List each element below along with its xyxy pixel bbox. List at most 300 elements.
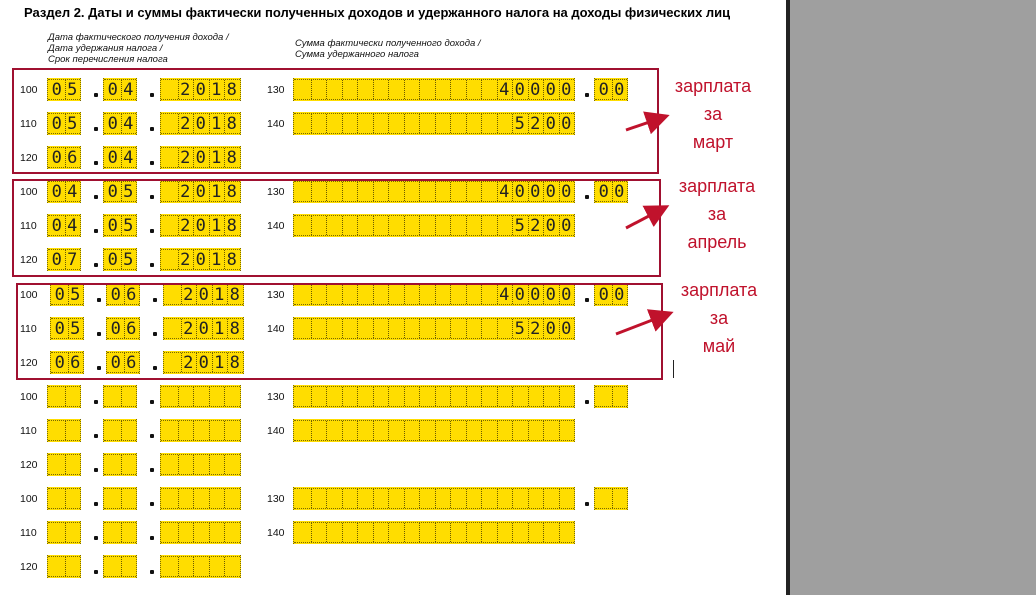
digit-cell — [528, 521, 544, 544]
digit-cell — [65, 453, 81, 476]
digit-cell: 8 — [227, 283, 243, 306]
digit-cell — [224, 521, 240, 544]
digit-cell — [357, 487, 373, 510]
year-field[interactable] — [160, 555, 241, 578]
digit-cell: 4 — [497, 283, 513, 306]
digit-cell — [49, 453, 65, 476]
digit-cell — [193, 555, 209, 578]
digit-cell: 0 — [51, 79, 62, 100]
day-field[interactable] — [47, 419, 81, 442]
digit-cell: 0 — [196, 317, 212, 340]
annotation-march — [666, 72, 760, 156]
month-field[interactable] — [103, 487, 137, 510]
digit-cell: 6 — [65, 146, 81, 169]
digit-cell: 0 — [107, 79, 118, 100]
line-code: 120 — [20, 152, 38, 164]
digit-cell: 2 — [178, 180, 194, 203]
income-amount-field[interactable] — [293, 487, 575, 510]
line-code: 110 — [20, 527, 37, 539]
day-field[interactable] — [47, 521, 81, 544]
line-code: 100 — [20, 493, 38, 505]
digit-cell — [419, 521, 435, 544]
digit-cell — [162, 385, 178, 408]
digit-cell: 8 — [224, 78, 240, 101]
digit-cell — [224, 487, 240, 510]
digit-cell: 4 — [121, 78, 137, 101]
digit-cell: 1 — [209, 180, 225, 203]
digit-cell: 2 — [181, 317, 197, 340]
separator-dot — [94, 400, 98, 404]
digit-cell — [209, 555, 225, 578]
digit-cell: 5 — [121, 214, 137, 237]
digit-cell: 0 — [51, 113, 62, 134]
digit-cell — [512, 419, 528, 442]
day-field[interactable] — [47, 385, 81, 408]
month-field[interactable] — [103, 453, 137, 476]
digit-cell: 6 — [68, 351, 84, 374]
digit-cell: 0 — [54, 318, 65, 339]
digit-cell: 0 — [612, 180, 628, 203]
digit-cell — [543, 385, 559, 408]
digit-cell — [342, 521, 358, 544]
line-code: 120 — [20, 357, 38, 369]
digit-cell: 0 — [107, 181, 118, 202]
digit-cell: 8 — [224, 180, 240, 203]
digit-cell: 8 — [224, 214, 240, 237]
separator-dot — [94, 536, 98, 540]
annotation-line: зарплата — [680, 280, 758, 300]
digit-cell — [543, 419, 559, 442]
separator-dot — [150, 434, 154, 438]
year-field[interactable] — [160, 419, 241, 442]
income-kopecks-field[interactable] — [594, 385, 628, 408]
digit-cell — [105, 385, 121, 408]
digit-cell: 5 — [512, 317, 528, 340]
digit-cell: 2 — [181, 283, 197, 306]
digit-cell — [559, 521, 575, 544]
digit-cell — [65, 487, 81, 510]
digit-cell — [435, 385, 451, 408]
digit-cell: 2 — [178, 112, 194, 135]
digit-cell — [311, 385, 327, 408]
digit-cell — [326, 419, 342, 442]
sums-header-line: Сумма фактически полученного дохода / — [295, 38, 481, 49]
digit-cell: 2 — [181, 351, 197, 374]
digit-cell — [528, 419, 544, 442]
digit-cell — [404, 521, 420, 544]
tax-amount-field[interactable] — [293, 521, 575, 544]
digit-cell: 8 — [224, 112, 240, 135]
digit-cell — [357, 385, 373, 408]
digit-cell — [466, 419, 482, 442]
digit-cell: 4 — [121, 146, 137, 169]
digit-cell: 4 — [497, 78, 513, 101]
separator-dot — [585, 400, 589, 404]
digit-cell — [528, 487, 544, 510]
digit-cell — [121, 487, 137, 510]
digit-cell: 0 — [512, 283, 528, 306]
digit-cell — [105, 555, 121, 578]
dates-header-line: Срок перечисления налога — [48, 54, 168, 65]
digit-cell — [105, 419, 121, 442]
digit-cell — [295, 487, 311, 510]
digit-cell — [388, 385, 404, 408]
line-code: 140 — [267, 118, 285, 130]
digit-cell — [162, 453, 178, 476]
line-code: 130 — [267, 84, 285, 96]
line-code: 110 — [20, 323, 37, 335]
digit-cell — [105, 521, 121, 544]
line-code: 130 — [267, 186, 285, 198]
digit-cell — [121, 385, 137, 408]
line-code: 130 — [267, 391, 285, 403]
digit-cell: 0 — [107, 113, 118, 134]
dates-header-line: Дата фактического получения дохода / — [48, 32, 229, 43]
digit-cell: 0 — [559, 283, 575, 306]
digit-cell — [435, 419, 451, 442]
digit-cell — [373, 385, 389, 408]
digit-cell — [209, 385, 225, 408]
day-field[interactable] — [47, 555, 81, 578]
line-code: 140 — [267, 527, 285, 539]
digit-cell: 0 — [598, 79, 609, 100]
digit-cell — [419, 487, 435, 510]
digit-cell — [209, 521, 225, 544]
digit-cell: 2 — [528, 214, 544, 237]
separator-dot — [150, 570, 154, 574]
annotation-line: за — [703, 104, 723, 124]
digit-cell — [357, 521, 373, 544]
digit-cell — [559, 487, 575, 510]
separator-dot — [150, 536, 154, 540]
digit-cell — [559, 419, 575, 442]
digit-cell — [326, 385, 342, 408]
year-field[interactable] — [160, 385, 241, 408]
digit-cell — [65, 521, 81, 544]
digit-cell — [295, 385, 311, 408]
digit-cell: 0 — [543, 214, 559, 237]
digit-cell: 0 — [612, 283, 628, 306]
digit-cell — [178, 521, 194, 544]
digit-cell — [193, 521, 209, 544]
digit-cell: 0 — [612, 78, 628, 101]
digit-cell — [49, 555, 65, 578]
separator-dot — [150, 502, 154, 506]
digit-cell — [178, 453, 194, 476]
digit-cell: 0 — [512, 180, 528, 203]
digit-cell: 5 — [512, 112, 528, 135]
line-code: 120 — [20, 561, 38, 573]
digit-cell: 1 — [212, 317, 228, 340]
digit-cell — [105, 453, 121, 476]
digit-cell — [543, 521, 559, 544]
digit-cell: 8 — [227, 317, 243, 340]
digit-cell — [559, 385, 575, 408]
digit-cell: 0 — [559, 214, 575, 237]
digit-cell — [209, 453, 225, 476]
digit-cell: 0 — [193, 248, 209, 271]
digit-cell: 5 — [68, 317, 84, 340]
annotation-line: март — [692, 132, 734, 152]
digit-cell: 0 — [196, 283, 212, 306]
digit-cell — [193, 487, 209, 510]
digit-cell: 0 — [559, 180, 575, 203]
digit-cell: 0 — [543, 180, 559, 203]
digit-cell: 0 — [54, 284, 65, 305]
digit-cell — [481, 521, 497, 544]
annotation-line: зарплата — [678, 176, 756, 196]
line-code: 100 — [20, 289, 38, 301]
digit-cell: 0 — [598, 284, 609, 305]
digit-cell — [388, 487, 404, 510]
digit-cell: 5 — [68, 283, 84, 306]
digit-cell: 0 — [559, 112, 575, 135]
digit-cell — [65, 385, 81, 408]
digit-cell — [65, 555, 81, 578]
line-code: 110 — [20, 425, 37, 437]
digit-cell — [404, 419, 420, 442]
digit-cell: 0 — [598, 181, 609, 202]
annotation-april — [670, 172, 764, 256]
line-code: 140 — [267, 220, 285, 232]
digit-cell: 0 — [193, 112, 209, 135]
digit-cell — [450, 419, 466, 442]
digit-cell — [419, 419, 435, 442]
income-kopecks-field[interactable] — [594, 487, 628, 510]
digit-cell: 5 — [121, 248, 137, 271]
digit-cell — [49, 487, 65, 510]
annotation-line: апрель — [687, 232, 747, 252]
digit-cell — [49, 521, 65, 544]
digit-cell: 0 — [528, 78, 544, 101]
digit-cell — [612, 487, 628, 510]
digit-cell: 5 — [512, 214, 528, 237]
dates-column-header — [48, 32, 229, 65]
digit-cell: 0 — [196, 351, 212, 374]
digit-cell — [49, 419, 65, 442]
digit-cell — [224, 453, 240, 476]
digit-cell: 8 — [224, 146, 240, 169]
digit-cell — [311, 521, 327, 544]
annotation-last-word: май — [702, 336, 736, 356]
annotation-line: за — [709, 308, 729, 328]
digit-cell — [224, 555, 240, 578]
digit-cell — [105, 487, 121, 510]
line-code: 110 — [20, 220, 37, 232]
digit-cell — [209, 419, 225, 442]
digit-cell — [435, 521, 451, 544]
digit-cell: 1 — [212, 351, 228, 374]
digit-cell: 0 — [51, 147, 62, 168]
digit-cell: 0 — [51, 215, 62, 236]
day-field[interactable] — [47, 453, 81, 476]
separator-dot — [94, 434, 98, 438]
digit-cell — [178, 487, 194, 510]
digit-cell — [373, 487, 389, 510]
separator-dot — [150, 468, 154, 472]
digit-cell — [121, 419, 137, 442]
line-code: 100 — [20, 186, 38, 198]
digit-cell: 0 — [543, 283, 559, 306]
digit-cell — [224, 385, 240, 408]
line-code: 120 — [20, 254, 38, 266]
digit-cell — [193, 419, 209, 442]
digit-cell: 0 — [54, 352, 65, 373]
digit-cell: 0 — [193, 146, 209, 169]
line-code: 130 — [267, 289, 285, 301]
digit-cell: 4 — [121, 112, 137, 135]
digit-cell — [419, 385, 435, 408]
year-field[interactable] — [160, 521, 241, 544]
line-code: 130 — [267, 493, 285, 505]
highlight-frame-may — [16, 283, 663, 380]
digit-cell — [178, 385, 194, 408]
digit-cell: 1 — [212, 283, 228, 306]
digit-cell — [342, 419, 358, 442]
annotation-line: за — [707, 204, 727, 224]
annotation-line: зарплата — [674, 76, 752, 96]
digit-cell: 4 — [65, 180, 81, 203]
digit-cell: 1 — [209, 248, 225, 271]
digit-cell — [466, 521, 482, 544]
annotation-line — [672, 332, 766, 378]
digit-cell — [49, 385, 65, 408]
digit-cell — [357, 419, 373, 442]
digit-cell: 5 — [65, 78, 81, 101]
digit-cell — [466, 487, 482, 510]
dates-header-line: Дата удержания налога / — [48, 43, 163, 54]
digit-cell: 0 — [543, 317, 559, 340]
separator-dot — [150, 400, 154, 404]
digit-cell — [311, 419, 327, 442]
digit-cell: 4 — [65, 214, 81, 237]
highlight-frame-march — [12, 68, 659, 174]
digit-cell: 0 — [193, 214, 209, 237]
digit-cell — [388, 419, 404, 442]
digit-cell: 2 — [178, 214, 194, 237]
line-code: 140 — [267, 425, 285, 437]
digit-cell: 0 — [193, 180, 209, 203]
digit-cell — [193, 453, 209, 476]
digit-cell: 0 — [559, 78, 575, 101]
digit-cell — [295, 521, 311, 544]
highlight-frame-april — [12, 179, 661, 277]
line-code: 100 — [20, 391, 38, 403]
digit-cell — [512, 487, 528, 510]
digit-cell — [162, 419, 178, 442]
digit-cell — [193, 385, 209, 408]
digit-cell: 1 — [209, 112, 225, 135]
income-amount-field[interactable] — [293, 385, 575, 408]
digit-cell: 0 — [110, 318, 121, 339]
digit-cell — [388, 521, 404, 544]
year-field[interactable] — [160, 453, 241, 476]
digit-cell: 0 — [51, 181, 62, 202]
digit-cell — [311, 487, 327, 510]
digit-cell: 2 — [528, 317, 544, 340]
digit-cell: 6 — [124, 283, 140, 306]
sums-header-line: Сумма удержанного налога — [295, 49, 419, 60]
digit-cell — [224, 419, 240, 442]
digit-cell — [178, 419, 194, 442]
digit-cell: 0 — [107, 215, 118, 236]
year-field[interactable] — [160, 487, 241, 510]
separator-dot — [94, 570, 98, 574]
digit-cell: 1 — [209, 146, 225, 169]
digit-cell — [450, 487, 466, 510]
digit-cell: 4 — [497, 180, 513, 203]
month-field[interactable] — [103, 521, 137, 544]
digit-cell — [162, 521, 178, 544]
digit-cell: 8 — [224, 248, 240, 271]
digit-cell — [121, 521, 137, 544]
digit-cell: 0 — [559, 317, 575, 340]
digit-cell — [65, 419, 81, 442]
annotation-may[interactable] — [672, 276, 766, 378]
digit-cell: 0 — [107, 147, 118, 168]
digit-cell — [596, 385, 612, 408]
line-code: 100 — [20, 84, 38, 96]
digit-cell — [435, 487, 451, 510]
separator-dot — [585, 502, 589, 506]
text-cursor — [673, 360, 674, 378]
digit-cell: 2 — [178, 248, 194, 271]
month-field[interactable] — [103, 419, 137, 442]
digit-cell — [209, 487, 225, 510]
tax-amount-field[interactable] — [293, 419, 575, 442]
digit-cell — [596, 487, 612, 510]
digit-cell: 0 — [110, 284, 121, 305]
digit-cell — [450, 385, 466, 408]
digit-cell — [512, 521, 528, 544]
digit-cell — [295, 419, 311, 442]
digit-cell — [373, 521, 389, 544]
digit-cell: 2 — [178, 146, 194, 169]
digit-cell: 6 — [124, 351, 140, 374]
digit-cell — [466, 385, 482, 408]
digit-cell: 2 — [528, 112, 544, 135]
digit-cell: 0 — [528, 283, 544, 306]
month-field[interactable] — [103, 385, 137, 408]
digit-cell — [404, 487, 420, 510]
day-field[interactable] — [47, 487, 81, 510]
month-field[interactable] — [103, 555, 137, 578]
digit-cell — [543, 487, 559, 510]
digit-cell — [373, 419, 389, 442]
digit-cell: 0 — [193, 78, 209, 101]
digit-cell — [342, 385, 358, 408]
digit-cell — [497, 385, 513, 408]
digit-cell: 6 — [124, 317, 140, 340]
digit-cell: 8 — [227, 351, 243, 374]
background-panel — [790, 0, 1036, 595]
digit-cell — [512, 385, 528, 408]
separator-dot — [94, 502, 98, 506]
digit-cell: 5 — [121, 180, 137, 203]
digit-cell — [497, 521, 513, 544]
section-title: Раздел 2. Даты и суммы фактически полученных доходов и удержанного налога на доходы физических лиц — [24, 5, 731, 20]
digit-cell: 1 — [209, 78, 225, 101]
digit-cell: 0 — [51, 249, 62, 270]
digit-cell — [497, 487, 513, 510]
digit-cell — [497, 419, 513, 442]
digit-cell: 0 — [528, 180, 544, 203]
digit-cell — [481, 487, 497, 510]
digit-cell: 1 — [209, 214, 225, 237]
digit-cell: 0 — [543, 78, 559, 101]
digit-cell — [121, 453, 137, 476]
line-code: 120 — [20, 459, 38, 471]
